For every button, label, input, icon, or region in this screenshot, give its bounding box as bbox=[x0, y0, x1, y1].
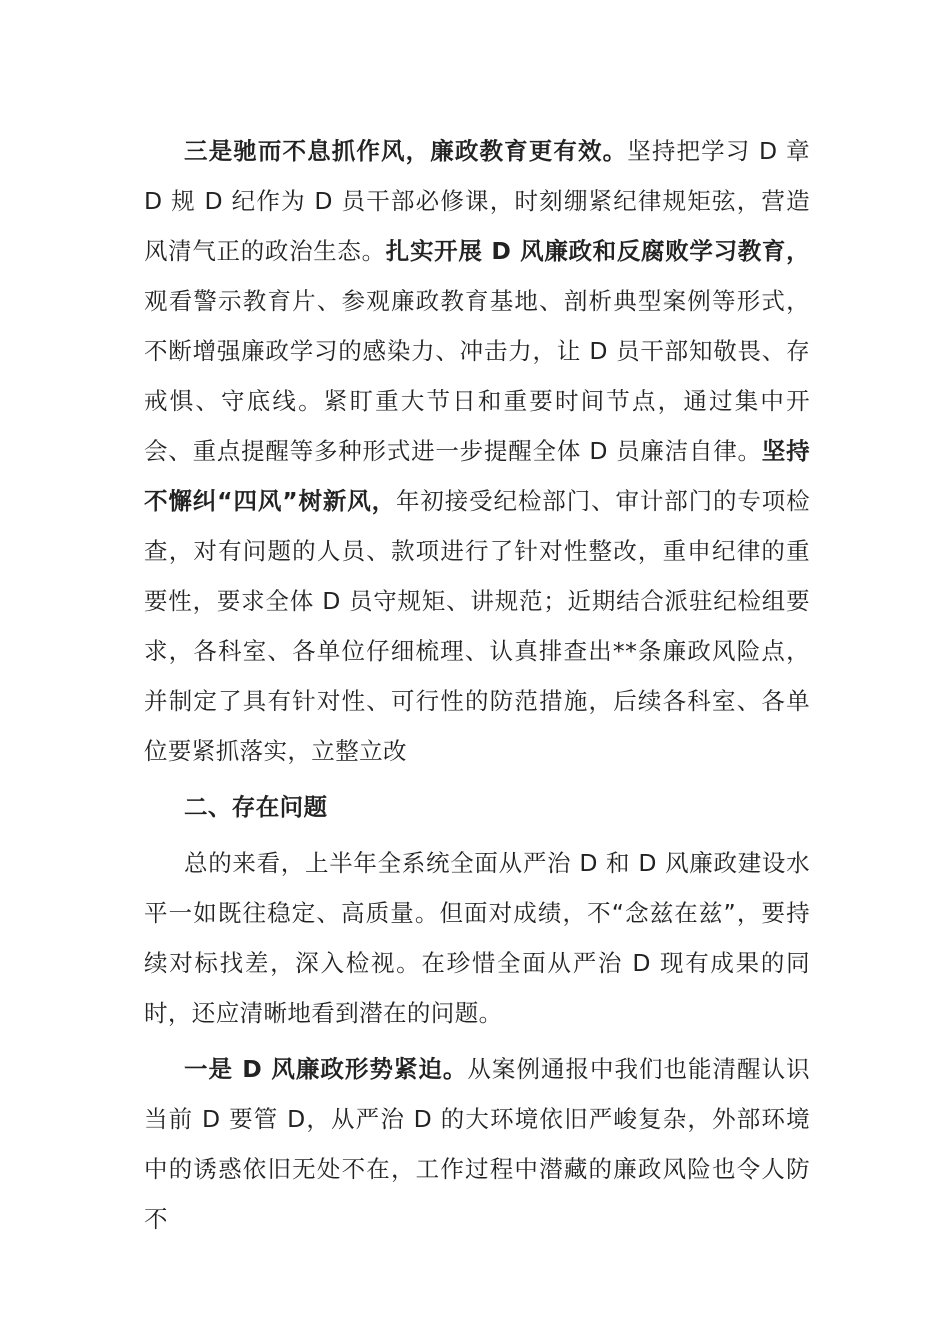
summary-text: 总的来看，上半年全系统全面从严治 D 和 D 风廉政建设水平一如既往稳定、高质量。但面对成绩，不“念兹在兹”，要持续对标找差，深入检视。在珍惜全面从严治 D 现有成果的同时，还应清晰地看到潜在的问题。 bbox=[144, 849, 810, 1027]
section-heading-problems bbox=[144, 782, 810, 832]
problem-bold-lead: 一是 D 风廉政形势紧迫。 bbox=[184, 1055, 468, 1083]
body-text-1: 坚持把学习 D 章 D 规 D 纪作为 D 员干部必修课，时刻绷紧纪律规矩弦，营造风清气正的政治生态。 bbox=[144, 137, 811, 265]
body-text-2: 观看警示教育片、参观廉政教育基地、剖析典型案例等形式，不断增强廉政学习的感染力、冲击力，让 D 员干部知敬畏、存戒惧、守底线。紧盯重大节日和重要时间节点，通过集中开会、重点提醒等多种形式进一步提醒全体 D 员廉洁自律。 bbox=[144, 287, 810, 465]
bold-lead-3: 坚持不懈纠“四风”树新风， bbox=[144, 437, 810, 515]
body-text-3: 年初接受纪检部门、审计部门的专项检查，对有问题的人员、款项进行了针对性整改，重申纪律的重要性，要求全体 D 员守规矩、讲规范；近期结合派驻纪检组要求，各科室、各单位仔细梳理、认真排查出**条廉政风险点，并制定了具有针对性、可行性的防范措施，后续各科室、各单位要紧抓落实，立整立改 bbox=[144, 487, 810, 765]
paragraph-first-problem bbox=[144, 1044, 810, 1244]
section-heading-text: 二、存在问题 bbox=[184, 793, 328, 821]
problem-text: 从案例通报中我们也能清醒认识当前 D 要管 D，从严治 D 的大环境依旧严峻复杂，外部环境中的诱惑依旧无处不在，工作过程中潜藏的廉政风险也令人防不 bbox=[144, 1055, 810, 1233]
paragraph-style-discipline bbox=[144, 126, 810, 776]
bold-lead-2: 扎实开展 D 风廉政和反腐败学习教育， bbox=[385, 237, 810, 265]
paragraph-summary bbox=[144, 838, 810, 1038]
document-page bbox=[144, 126, 810, 1244]
bold-lead-1: 三是驰而不息抓作风，廉政教育更有效。 bbox=[184, 137, 628, 165]
